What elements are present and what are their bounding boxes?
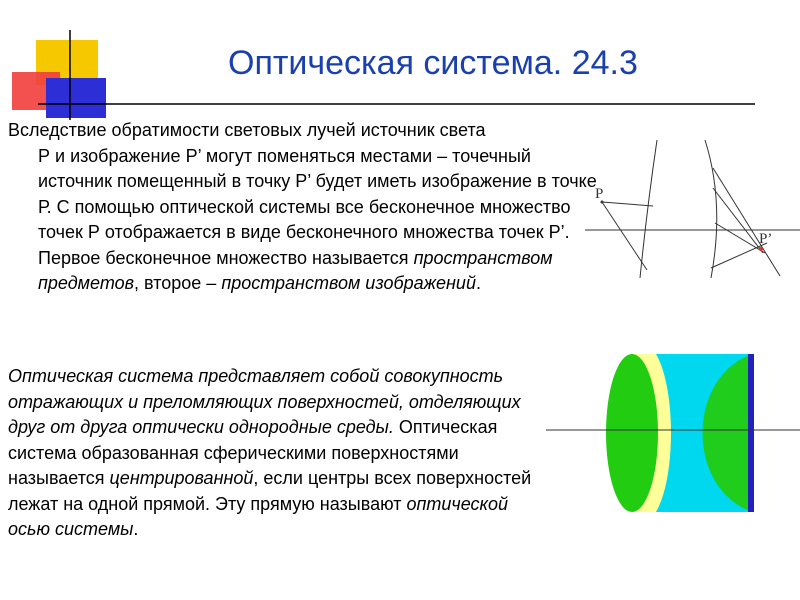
lens-surface-right [705,140,717,278]
para1-end: . [475,273,481,293]
point-p-prime-marker [759,247,763,251]
para2-text1: Оптическая система образованная сферическими поверхностями называется [8,417,498,488]
definition-italic: Оптическая система представляет собой совокупность отражающих и преломляющих поверхностей, отделяющих друг от друга оптически однородные среды. [8,366,521,437]
back-blue-rim [748,354,754,512]
ray-lower [602,202,647,270]
lens-cylinder-illustration [546,348,800,518]
paragraph-first-line: Вследствие обратимости световых лучей источник света [8,120,486,140]
label-p: P [595,186,604,202]
ray-upper [602,202,653,206]
term-optical-axis: оптической осью системы [8,493,509,539]
ray-out-4 [713,188,763,253]
paragraph-definition [8,364,554,543]
paragraph-reversibility [8,118,598,297]
ray-out-1 [713,168,780,276]
front-green-face [606,354,658,512]
ray-out-2 [715,223,765,253]
lens-surface-left [640,140,657,278]
ray-diagram [585,128,800,298]
para2-end: . [133,519,139,539]
term-centered: центрированной [109,468,254,488]
blue-square [46,78,106,118]
label-p-prime: P’ [759,231,773,247]
para1-middle: , второе – [134,273,222,293]
term-object-space: пространством предметов [38,247,553,293]
para1-body: Р и изображение Р’ могут поменяться местами – точечный источник помещенный в точку Р’ будет иметь изображение в точке Р. С помощью оптической системы все бесконечное множество точек Р отображается в виде бесконечного множества точек Р’. Первое бесконечное множество называется [38,145,597,268]
paragraph-body [8,144,598,297]
para2-text2: , если центры всех поверхностей лежат на одной прямой. Эту прямую называют [8,468,532,514]
term-image-space: пространством изображений [221,273,476,293]
slide-title: Оптическая система. 24.3 [228,44,638,82]
